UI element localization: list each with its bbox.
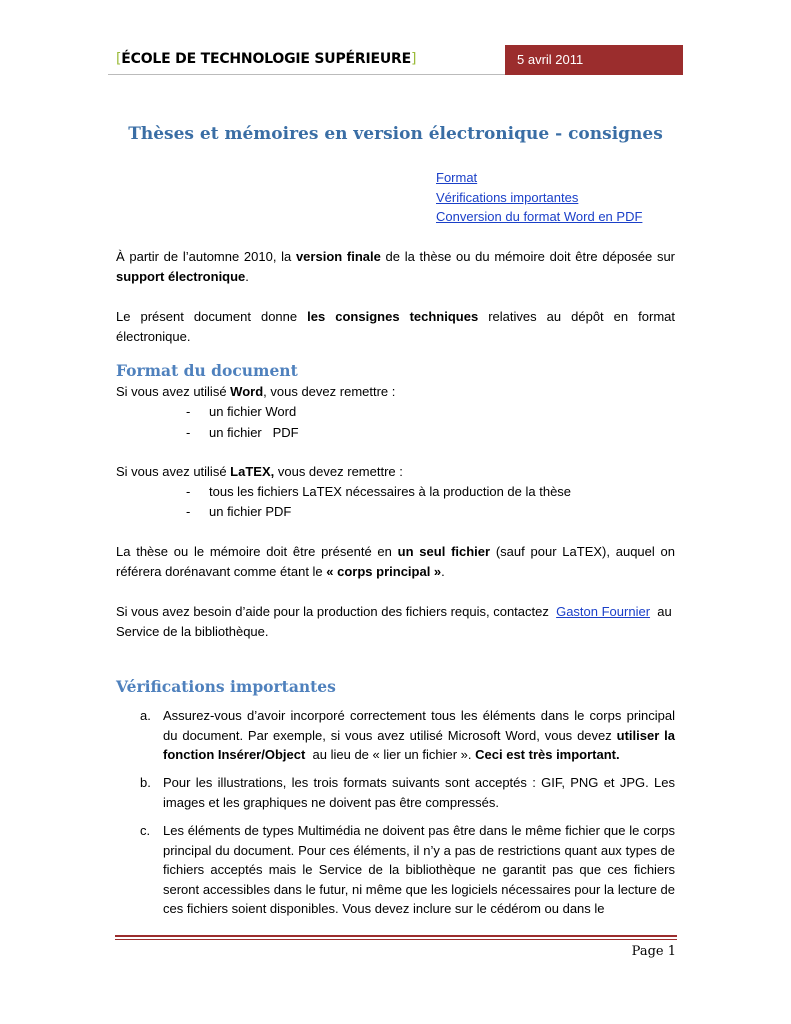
contact-link[interactable]: Gaston Fournier: [556, 604, 651, 619]
single-file-paragraph: La thèse ou le mémoire doit être présenté en un seul fichier (sauf pour LaTEX), auquel on référera dorénavant comme étant le « corps principal ».: [116, 544, 675, 579]
page-number: Page 1: [631, 944, 676, 959]
intro-paragraph-2: Le présent document donne les consignes techniques relatives au dépôt en format électronique.: [116, 309, 676, 344]
word-intro: Si vous avez utilisé Word, vous devez remettre :: [116, 384, 396, 399]
section-heading-format: Format du document: [116, 361, 298, 380]
toc-link-conversion[interactable]: Conversion du format Word en PDF: [436, 209, 643, 224]
header-institution: [116, 51, 416, 67]
dash-bullet: -: [186, 504, 191, 519]
footer-rule-thin: [115, 939, 677, 940]
dash-bullet: -: [186, 404, 191, 419]
document-page: [ÉCOLE DE TECHNOLOGIE SUPÉRIEURE] 5 avril 2011 Thèses et mémoires en version électronique - consignes Format Vérifications importantes Conversion du format Word en PDF À partir de l’automne 2010, la version finale de la thèse ou du mémoire doit être déposée sur support électronique. Le présent document donne les consignes techniques relatives au dépôt en format électronique. Format du document Si vous avez utilisé Word, vous devez remettre : - un fichier Word - un fichier PDF Si vous avez utilisé LaTEX, vous devez remettre : - tous les fichiers LaTEX nécessaires à la production de la thèse - un fichier PDF La thèse ou le mémoire doit être présenté en un seul fichier (sauf pour LaTEX), auquel on référera dorénavant comme étant le « corps principal ». Si vous avez besoin d’aide pour la production des fichiers requis, contactez Gaston Fournier au Service de la bibliothèque. Vérifications importantes a. Assurez-vous d’avoir incorporé correctement tous les éléments dans le corps principal du document. Par exemple, si vous avez utilisé Microsoft Word, vous devez utiliser la fonction Insérer/Object au lieu de « lier un fichier ». Ceci est très important. b. Pour les illustrations, les trois formats suivants sont acceptés : GIF, PNG et JPG. Les images et les graphiques ne doivent pas être compressés. c. Les éléments de types Multimédia ne doivent pas être dans le même fichier que le corps principal du document. Pour ces éléments, il n’y a pas de restrictions quant aux types de fichiers acceptés mais le Service de la bibliothèque ne garantit pas que ces fichiers seront accessibles dans le futur, ni même que les logiciels nécessaires pour la lecture de ces fichiers soient disponibles. Vous devez inclure sur le cédérom ou dans le Page 1: [0, 0, 791, 1024]
dash-bullet: -: [186, 484, 191, 499]
help-paragraph: Si vous avez besoin d’aide pour la production des fichiers requis, contactez Gaston Fournier au Service de la bibliothèque.: [116, 604, 676, 639]
document-title: Thèses et mémoires en version électronique - consignes: [128, 124, 663, 144]
intro-paragraph-1: À partir de l’automne 2010, la version finale de la thèse ou du mémoire doit être déposée sur support électronique.: [116, 249, 675, 284]
section-heading-verifications: Vérifications importantes: [116, 677, 336, 696]
toc-link-verifications[interactable]: Vérifications importantes: [436, 189, 579, 205]
header-date: 5 avril 2011: [505, 45, 683, 75]
latex-intro: Si vous avez utilisé LaTEX, vous devez remettre :: [116, 464, 403, 479]
bracket-open: [: [116, 51, 122, 67]
header-rule: [108, 74, 505, 75]
bracket-close: ]: [410, 51, 417, 67]
toc-link-format[interactable]: Format: [436, 170, 478, 185]
dash-bullet: -: [186, 425, 191, 440]
institution-name: ÉCOLE DE TECHNOLOGIE SUPÉRIEURE: [121, 51, 411, 67]
table-of-contents: [436, 168, 642, 227]
footer-rule: [115, 935, 677, 937]
